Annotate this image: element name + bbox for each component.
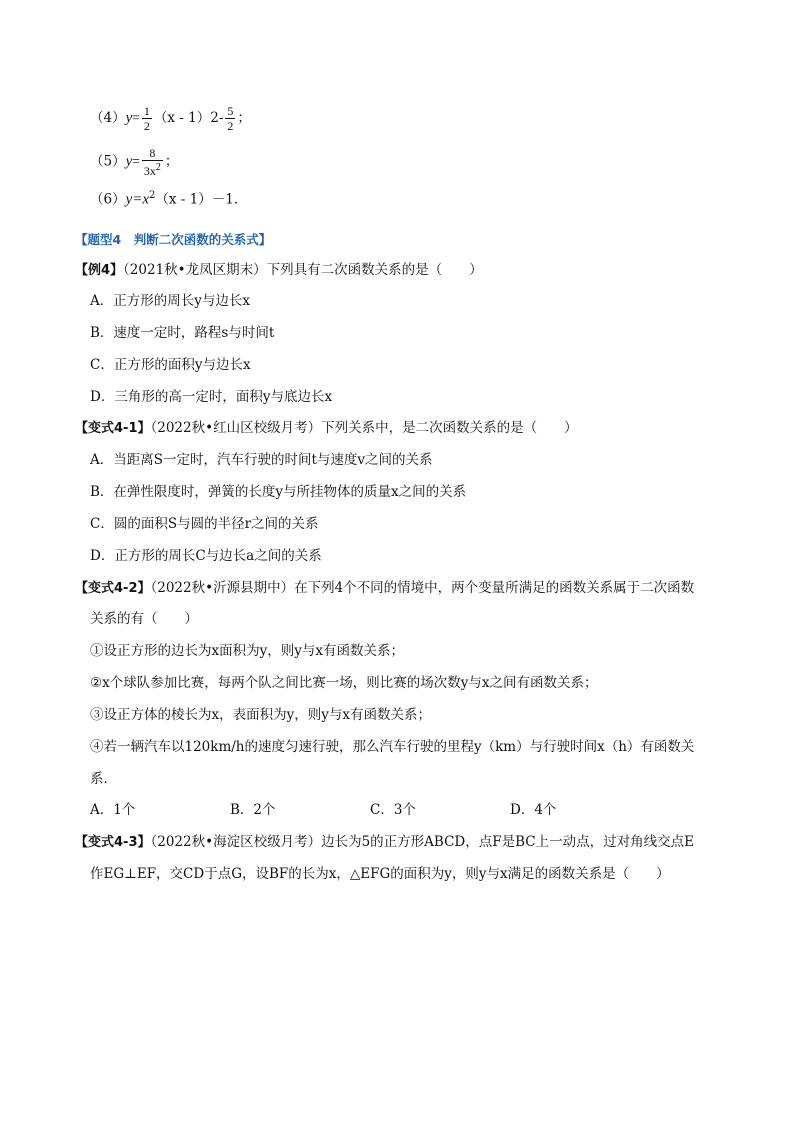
formula-rest: （x - 1）－1． (155, 191, 248, 208)
variant-tag: 【变式4-2】 (75, 581, 151, 596)
formula-var: y (125, 110, 133, 126)
fraction-denominator: 2 (143, 119, 150, 133)
variant-tag: 【变式4-3】 (75, 835, 151, 850)
formula-label: （5） (90, 153, 126, 170)
formula-label: （6） (90, 191, 126, 208)
option-a: A．正方形的周长y与边长x (90, 293, 250, 309)
formula-4 (90, 104, 251, 133)
option-d: D．三角形的高一定时，面积y与底边长x (90, 389, 333, 405)
formula-var: y (125, 153, 133, 170)
list-item: ③设正方体的棱长为x，表面积为y，则y与x有函数关系； (90, 707, 431, 723)
fraction-denominator-text: 3x (143, 164, 156, 178)
fraction (142, 104, 152, 133)
formula-eq: = (132, 153, 140, 169)
variant-4-3-stem (75, 832, 694, 853)
question-stem-cont: 关系的有（ ） (90, 611, 198, 627)
variant-tag: 【变式4-1】 (75, 421, 151, 436)
example-4-stem (75, 260, 483, 281)
formula-end: ； (164, 153, 179, 170)
exponent: 2 (155, 162, 161, 173)
option-d: D．4个 (510, 802, 557, 818)
option-a: A．当距离S一定时，汽车行驶的时间t与速度v之间的关系 (90, 452, 433, 468)
option-c: C．3个 (370, 802, 416, 818)
fraction (225, 104, 235, 133)
formula-expr: y=x (125, 191, 150, 208)
example-tag: 【例4】 (75, 263, 124, 278)
question-stem: （2021秋•龙凤区期末）下列具有二次函数关系的是（ ） (123, 262, 483, 278)
option-c: C．正方形的面积y与边长x (90, 357, 251, 373)
option-a: A．1个 (90, 802, 136, 818)
formula-expr: （x - 1）2- (153, 110, 224, 126)
fraction-denominator (142, 161, 163, 178)
option-c: C．圆的面积S与圆的半径r之间的关系 (90, 516, 319, 532)
formula-6 (90, 186, 247, 210)
list-item: ④若一辆汽车以120km/h的速度匀速行驶，那么汽车行驶的里程y（km）与行驶时间x（h）有函数关 (90, 739, 695, 755)
exponent: 2 (149, 190, 156, 201)
fraction-numerator: 8 (142, 146, 163, 161)
option-d: D．正方形的周长C与边长a之间的关系 (90, 548, 322, 564)
option-b: B．在弹性限度时，弹簧的长度y与所挂物体的质量x之间的关系 (90, 484, 467, 500)
formula-eq: = (132, 110, 140, 125)
variant-4-2-stem (75, 578, 694, 599)
fraction-numerator: 5 (227, 104, 234, 118)
question-stem: （2022秋•海淀区校级月考）边长为5的正方形ABCD，点F是BC上一动点，过对角线交点E (150, 834, 694, 850)
list-item-cont: 系． (90, 771, 117, 787)
list-item: ①设正方形的边长为x面积为y，则y与x有函数关系； (90, 643, 404, 659)
fraction (142, 146, 163, 178)
options-row (90, 800, 650, 820)
option-b: B．2个 (230, 802, 276, 818)
section-title: 【题型4 判断二次函数的关系式】 (75, 232, 272, 247)
formula-5 (90, 146, 178, 178)
question-stem: （2022秋•红山区校级月考）下列关系中，是二次函数关系的是（ ） (150, 420, 578, 436)
formula-label: （4） (90, 110, 126, 126)
variant-4-1-stem (75, 418, 578, 439)
list-item: ②x个球队参加比赛，每两个队之间比赛一场，则比赛的场次数y与x之间有函数关系； (90, 675, 598, 691)
formula-end: ； (237, 110, 251, 126)
option-b: B．速度一定时，路程s与时间t (90, 325, 275, 341)
question-stem: （2022秋•沂源县期中）在下列4个不同的情境中，两个变量所满足的函数关系属于二次函数 (150, 580, 695, 596)
fraction-numerator: 1 (143, 104, 150, 118)
fraction-denominator: 2 (227, 119, 234, 133)
question-stem-cont: 作EG⊥EF，交CD于点G，设BF的长为x，△EFG的面积为y，则y与x满足的函数关系是（ ） (90, 866, 670, 882)
